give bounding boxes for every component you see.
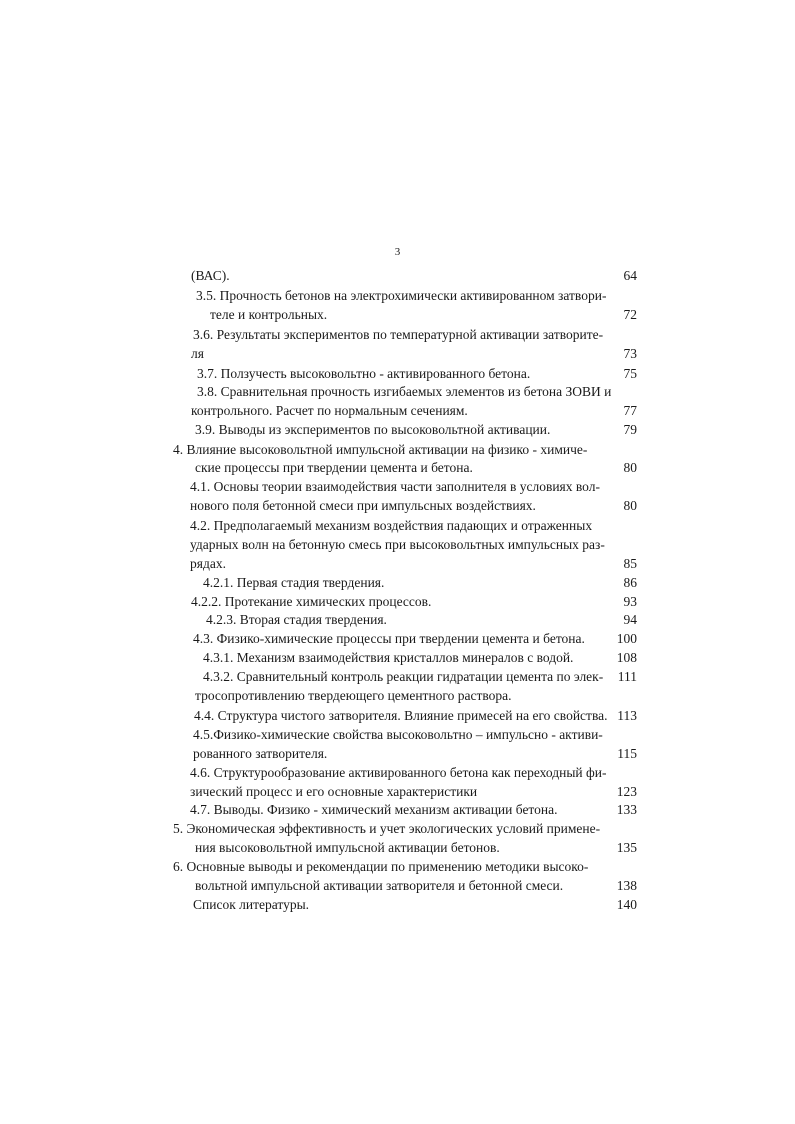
toc-entry-line: Список литературы. [193,897,310,912]
toc-page-number: 123 [616,784,637,799]
toc-page-number: 77 [623,403,637,418]
toc-page-number: 100 [616,631,637,646]
toc-entry-line: 4.3.1. Механизм взаимодействия кристаллов минералов с водой. [203,650,574,665]
toc-page-number: 93 [623,594,637,609]
toc-page-number: 64 [623,268,637,283]
toc-entry-line: 3.7. Ползучесть высоковольтно - активированного бетона. [197,366,531,381]
toc-entry-line: вольтной импульсной активации затворителя и бетонной смеси. [195,878,564,893]
toc-entry-line: (ВАС). [191,268,230,283]
toc-entry-line: ля [191,346,204,361]
toc-entry-line: 4.3.2. Сравнительный контроль реакции гидратации цемента по элек- [203,669,604,684]
toc-entry-line: тросопротивлению твердеющего цементного раствора. [195,688,512,703]
toc-entry-line: нового поля бетонной смеси при импульсных воздействиях. [190,498,536,513]
toc-page-number: 135 [616,840,637,855]
toc-page-number: 80 [623,460,637,475]
page-number: 3 [394,246,401,258]
toc-entry-line: 4. Влияние высоковольтной импульсной активации на физико - химиче- [173,442,588,457]
toc-entry-line: 4.1. Основы теории взаимодействия части заполнителя в условиях вол- [190,479,600,494]
toc-entry-line: 3.5. Прочность бетонов на электрохимически активированном затвори- [196,288,607,303]
toc-entry-line: 4.4. Структура чистого затворителя. Влияние примесей на его свойства. [194,708,608,723]
toc-page-number: 140 [616,897,637,912]
toc-page-number: 75 [623,366,637,381]
toc-entry-line: 3.8. Сравнительная прочность изгибаемых элементов из бетона ЗОВИ и [197,384,612,399]
toc-page-number: 72 [623,307,637,322]
toc-page-number: 86 [623,575,637,590]
toc-entry-line: зический процесс и его основные характеристики [190,784,478,799]
toc-entry-line: 4.2. Предполагаемый механизм воздействия падающих и отраженных [190,518,593,533]
toc-entry-line: ские процессы при твердении цемента и бетона. [195,460,473,475]
toc-page-number: 111 [617,669,637,684]
toc-entry-line: 4.7. Выводы. Физико - химический механизм активации бетона. [190,802,558,817]
toc-entry-line: ния высоковольтной импульсной активации бетонов. [195,840,500,855]
toc-entry-line: ударных волн на бетонную смесь при высоковольтных импульсных раз- [190,537,605,552]
toc-page-number: 94 [623,612,637,627]
toc-entry-line: 4.5.Физико-химические свойства высоковольтно – импульсно - активи- [193,727,603,742]
toc-entry-line: контрольного. Расчет по нормальным сечениям. [191,403,468,418]
toc-page-number: 138 [616,878,637,893]
toc-page-number: 73 [623,346,637,361]
toc-entry-line: 4.2.2. Протекание химических процессов. [191,594,432,609]
toc-page-number: 85 [623,556,637,571]
toc-page-number: 115 [617,746,637,761]
toc-entry-line: 6. Основные выводы и рекомендации по применению методики высоко- [173,859,589,874]
toc-entry-line: 4.6. Структурообразование активированного бетона как переходный фи- [190,765,607,780]
toc-entry-line: теле и контрольных. [210,307,328,322]
toc-page-number: 133 [616,802,637,817]
toc-entry-line: 3.6. Результаты экспериментов по температурной активации затворите- [193,327,604,342]
toc-entry-line: 3.9. Выводы из экспериментов по высоковольтной активации. [195,422,551,437]
toc-entry-line: рядах. [190,556,226,571]
toc-entry-line: 5. Экономическая эффективность и учет экологических условий примене- [173,821,601,836]
toc-entry-line: 4.2.3. Вторая стадия твердения. [206,612,387,627]
toc-entry-line: 4.2.1. Первая стадия твердения. [203,575,385,590]
toc-page-number: 108 [616,650,637,665]
toc-page-number: 79 [623,422,637,437]
toc-entry-line: рованного затворителя. [193,746,328,761]
toc-page-number: 113 [617,708,637,723]
toc-page-number: 80 [623,498,637,513]
toc-entry-line: 4.3. Физико-химические процессы при твердении цемента и бетона. [193,631,585,646]
